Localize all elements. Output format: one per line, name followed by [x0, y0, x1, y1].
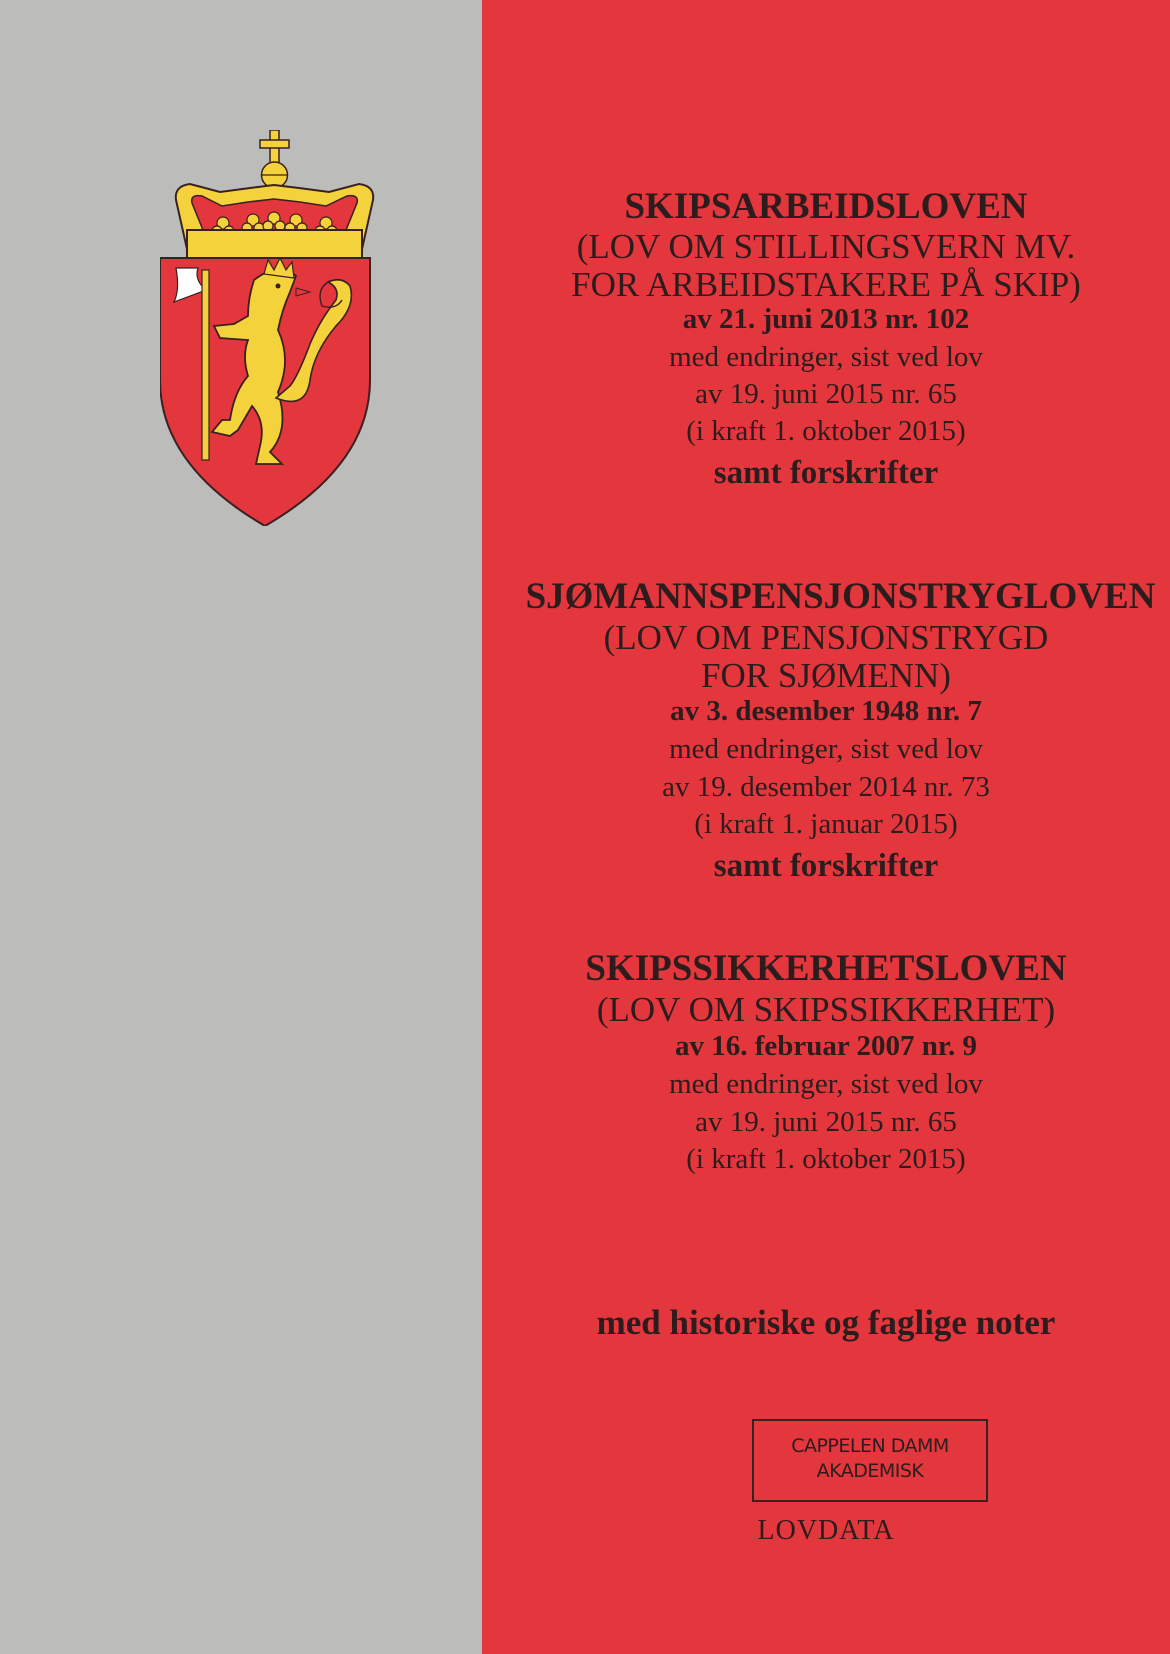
publisher-division: AKADEMISK [816, 1460, 924, 1482]
section-samt-forskrifter: samt forskrifter [713, 455, 939, 491]
section-amendment: (i kraft 1. oktober 2015) [686, 415, 966, 447]
section-title: SKIPSSIKKERHETSLOVEN [585, 948, 1067, 989]
section-skipssikkerhetsloven [482, 950, 1170, 1174]
section-amendment: av 19. juni 2015 nr. 65 [695, 378, 957, 410]
section-subtitle: FOR ARBEIDSTAKERE PÅ SKIP) [571, 265, 1081, 304]
section-date: av 3. desember 1948 nr. 7 [670, 695, 982, 727]
section-subtitle: (LOV OM SKIPSSIKKERHET) [596, 990, 1056, 1029]
section-amendment: av 19. juni 2015 nr. 65 [695, 1106, 957, 1138]
section-amendment: (i kraft 1. januar 2015) [694, 808, 958, 840]
publisher-name: CAPPELEN DAMM [791, 1435, 949, 1457]
section-subtitle: FOR SJØMENN) [701, 656, 951, 695]
notes-line: med historiske og faglige noter [596, 1303, 1056, 1342]
section-title: SKIPSARBEIDSLOVEN [624, 186, 1028, 227]
section-subtitle: (LOV OM STILLINGSVERN MV. [576, 227, 1076, 266]
section-samt-forskrifter: samt forskrifter [713, 848, 939, 884]
section-amendment: (i kraft 1. oktober 2015) [686, 1143, 966, 1175]
section-subtitle: (LOV OM PENSJONSTRYGD [603, 618, 1049, 657]
section-amendment: med endringer, sist ved lov [669, 1068, 983, 1100]
section-sjomannspensjonstrygloven [482, 578, 1170, 883]
right-panel [482, 0, 1170, 1654]
section-amendment: med endringer, sist ved lov [669, 341, 983, 373]
norwegian-coat-of-arms-icon [160, 130, 392, 526]
section-title: SJØMANNSPENSJONSTRYGLOVEN [525, 576, 1156, 617]
footer-lovdata: LOVDATA [757, 1515, 895, 1546]
section-amendment: med endringer, sist ved lov [669, 733, 983, 765]
section-skipsarbeidsloven [482, 188, 1170, 490]
section-date: av 16. februar 2007 nr. 9 [674, 1030, 978, 1062]
section-amendment: av 19. desember 2014 nr. 73 [662, 771, 990, 803]
publisher-logo [752, 1419, 988, 1502]
section-date: av 21. juni 2013 nr. 102 [682, 303, 970, 335]
left-panel [0, 0, 482, 1654]
